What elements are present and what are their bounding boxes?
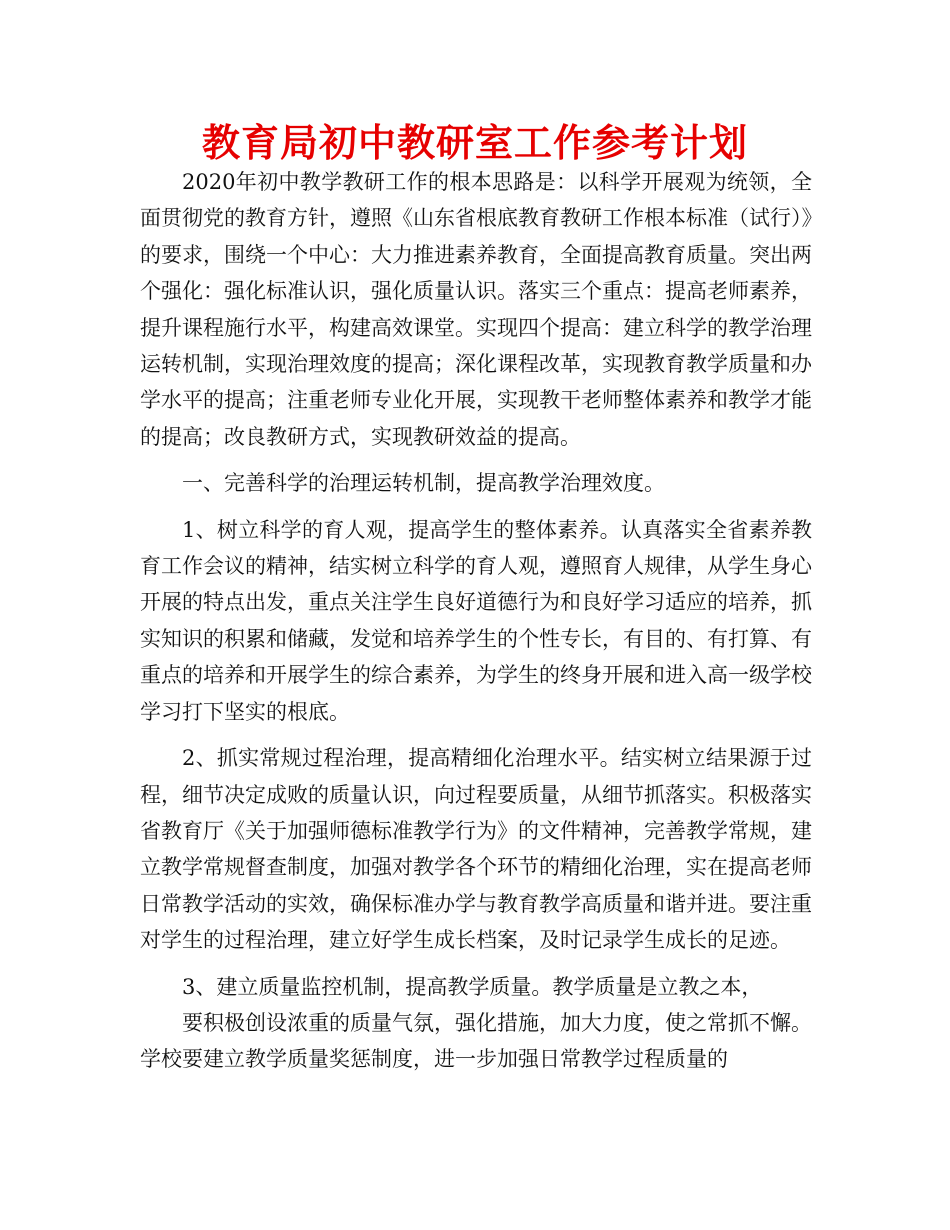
paragraph-item-1: 1、树立科学的育人观，提高学生的整体素养。认真落实全省素养教育工作会议的精神，结实树立科学的育人观，遵照育人规律，从学生身心开展的特点出发，重点关注学生良好道德行为和良好学习适应的培养，抓实知识的积累和储藏，发觉和培养学生的个性专长，有目的、有打算、有重点的培养和开展学生的综合素养，为学生的终身开展和进入高一级学校学习打下坚实的根底。 xyxy=(140,517,812,724)
paragraph-overview: 2020年初中教学教研工作的根本思路是：以科学开展观为统领，全面贯彻党的教育方针，遵照《山东省根底教育教研工作根本标准（试行）》的要求，围绕一个中心：大力推进素养教育，全面提高教育质量。突出两个强化：强化标准认识，强化质量认识。落实三个重点：提高老师素养，提升课程施行水平，构建高效课堂。实现四个提高：建立科学的教学治理运转机制，实现治理效度的提高；深化课程改革，实现教育教学质量和办学水平的提高；注重老师专业化开展，实现教干老师整体素养和教学才能的提高；改良教研方式，实现教研效益的提高。 xyxy=(140,170,812,449)
paragraph-section-heading: 一、完善科学的治理运转机制，提高教学治理效度。 xyxy=(182,471,665,496)
paragraph-item-2: 2、抓实常规过程治理，提高精细化治理水平。结实树立结果源于过程，细节决定成败的质量认识，向过程要质量，从细节抓落实。积极落实省教育厅《关于加强师德标准教学行为》的文件精神，完善教学常规，建立教学常规督查制度，加强对教学各个环节的精细化治理，实在提高老师日常教学活动的实效，确保标准办学与教育教学高质量和谐并进。要注重对学生的过程治理，建立好学生成长档案，及时记录学生成长的足迹。 xyxy=(140,746,812,953)
document-title: 教育局初中教研室工作参考计划 xyxy=(201,121,748,165)
document-body xyxy=(140,164,812,1078)
paragraph-item-3: 3、建立质量监控机制，提高教学质量。教学质量是立教之本， xyxy=(182,974,763,999)
paragraph-item-3-continued: 要积极创设浓重的质量气氛，强化措施，加大力度，使之常抓不懈。学校要建立教学质量奖惩制度，进一步加强日常教学过程质量的 xyxy=(140,1010,812,1072)
